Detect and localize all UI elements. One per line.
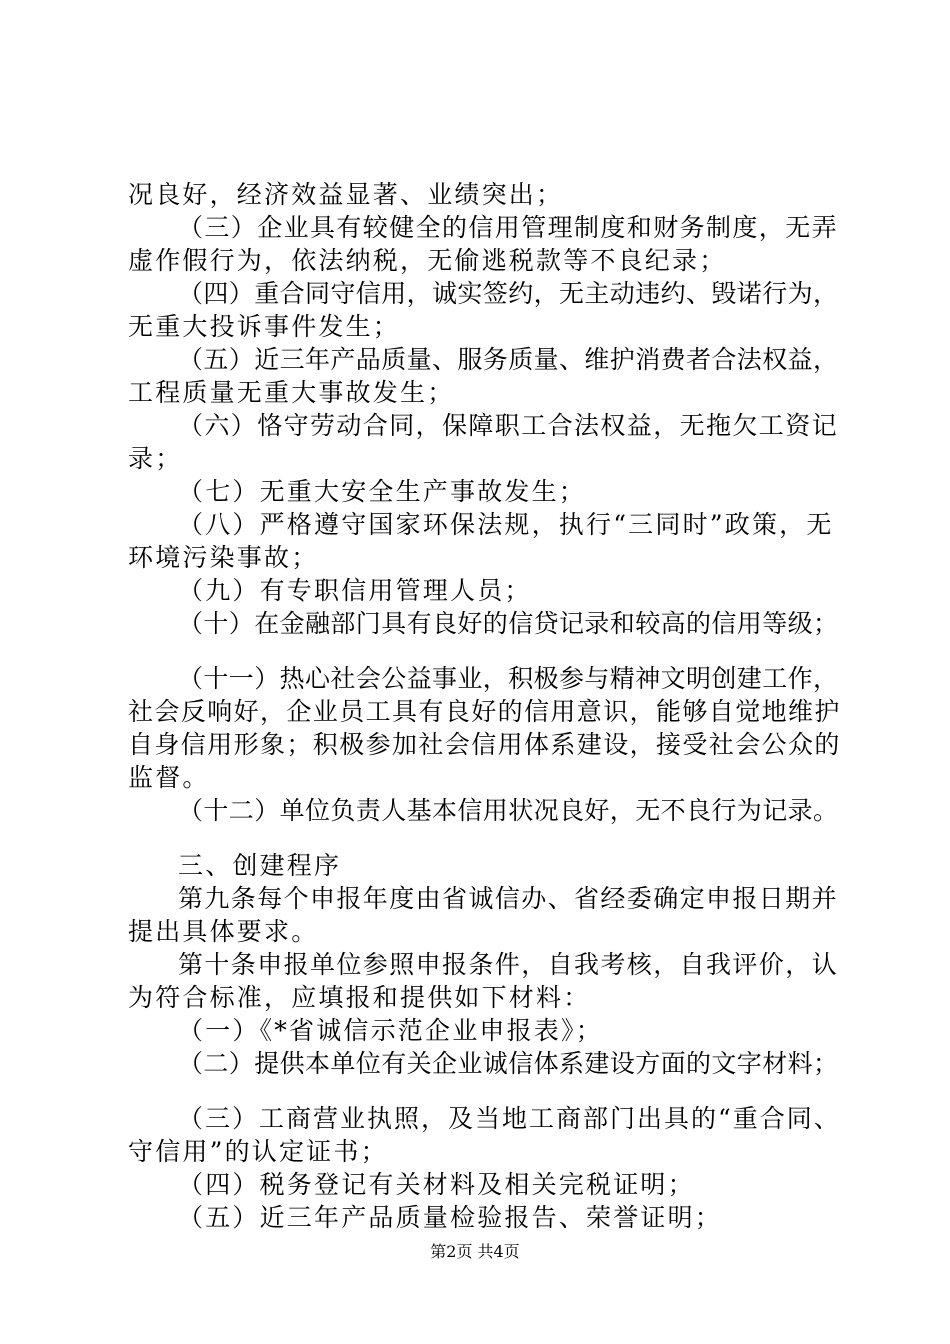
text-line: （四）重合同守信用，诚实签约，无主动违约、毁诺行为， [178,279,839,308]
text-line: （九）有专职信用管理人员； [178,576,532,605]
section-heading: 三、创建程序 [178,851,342,880]
text-line: （六）恪守劳动合同，保障职工合法权益，无拖欠工资记 [178,411,839,440]
text-line: （十）在金融部门具有良好的信贷记录和较高的信用等级； [178,609,839,638]
text-line: （八）严格遵守国家环保法规，执行“三同时”政策，无 [178,510,834,539]
text-line: （一）《*省诚信示范企业申报表》； [178,1016,603,1045]
text-line: 第九条每个申报年度由省诚信办、省经委确定申报日期并 [178,884,839,913]
text-line: 监督。 [128,763,210,792]
text-line: 况良好，经济效益显著、业绩突出； [128,180,564,209]
text-line: （二）提供本单位有关企业诚信体系建设方面的文字材料； [178,1049,839,1078]
text-line: （十二）单位负责人基本信用状况良好，无不良行为记录。 [178,796,839,825]
text-line: （十一）热心社会公益事业，积极参与精神文明创建工作， [178,664,839,693]
text-line: 提出具体要求。 [128,917,319,946]
text-line: （七）无重大安全生产事故发生； [178,477,587,506]
text-line: 工程质量无重大事故发生； [128,378,455,407]
text-line: 守信用”的认定证书； [128,1137,388,1166]
text-line: 社会反响好，企业员工具有良好的信用意识，能够自觉地维护 [128,697,841,726]
text-line: 虚作假行为，依法纳税，无偷逃税款等不良纪录； [128,246,727,275]
page-number-footer: 第2页 共4页 [430,1242,520,1261]
text-line: 自身信用形象；积极参加社会信用体系建设，接受社会公众的 [128,730,841,759]
text-line: 为符合标准，应填报和提供如下材料： [128,983,591,1012]
text-line: 录； [128,444,183,473]
text-line: （五）近三年产品质量、服务质量、维护消费者合法权益， [178,345,839,374]
text-line: 环境污染事故； [128,543,319,572]
text-line: 第十条申报单位参照申报条件，自我考核，自我评价，认 [178,950,839,979]
text-line: （三）企业具有较健全的信用管理制度和财务制度，无弄 [178,213,839,242]
text-line: （四）税务登记有关材料及相关完税证明； [178,1170,695,1199]
text-line: （三）工商营业执照，及当地工商部门出具的“重合同、 [178,1104,841,1133]
text-line: （五）近三年产品质量检验报告、荣誉证明； [178,1203,723,1232]
text-line: 无重大投诉事件发生； [128,312,401,341]
